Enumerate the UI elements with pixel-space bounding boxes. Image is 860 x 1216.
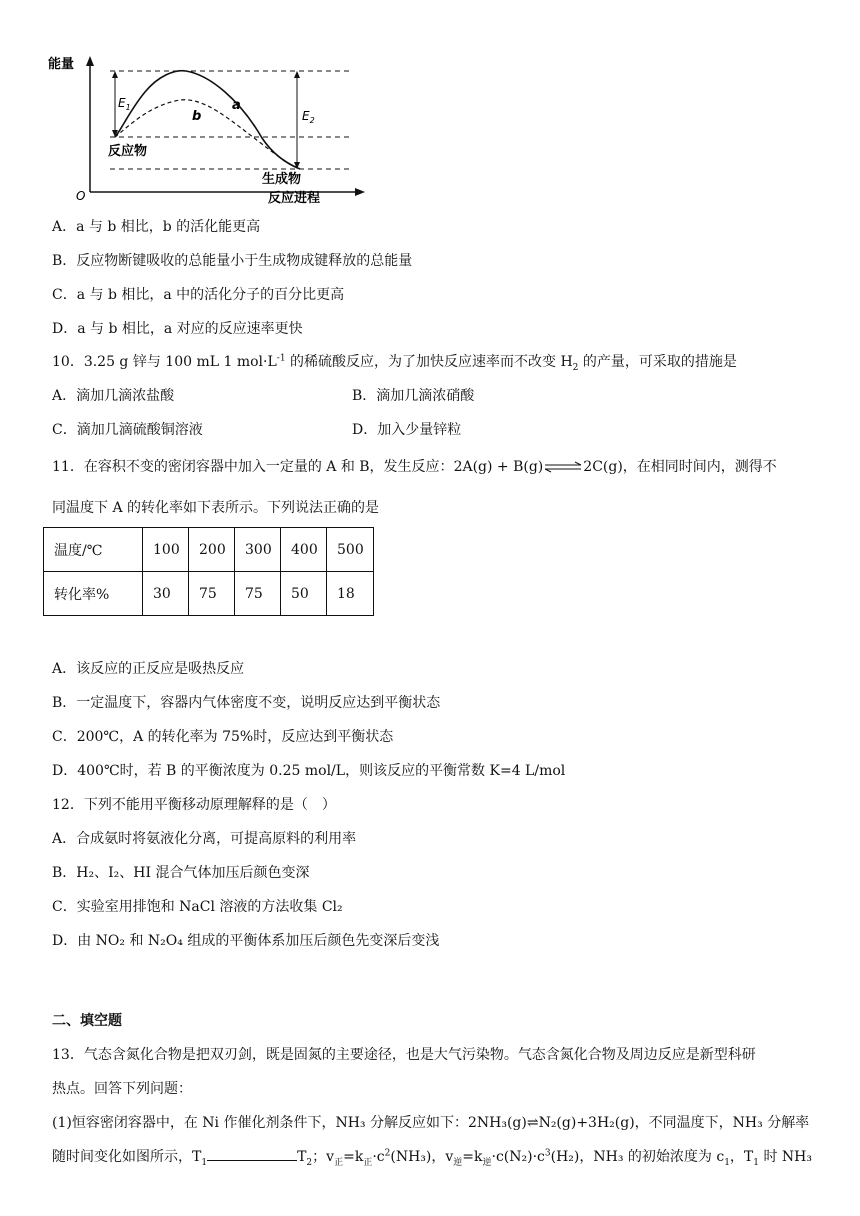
e1-label: $E_1$ (118, 96, 131, 112)
curve-b-label: b (192, 109, 202, 124)
table-row (44, 572, 374, 616)
q11-option-d: D．400℃时，若 B 的平衡浓度为 0.25 mol/L，则该反应的平衡常数 K=4 L/mol (52, 763, 566, 779)
q11-option-c: C．200℃，A 的转化率为 75%时，反应达到平衡状态 (52, 729, 394, 745)
q13-line1: 13．气态含氮化合物是把双刃剑，既是固氮的主要途径，也是大气污染物。气态含氮化合物及周边反应是新型科研 (52, 1047, 756, 1063)
q11-option-a: A．该反应的正反应是吸热反应 (52, 661, 245, 677)
table-row-label: 转化率% (44, 572, 143, 616)
table-cell: 75 (189, 572, 235, 616)
q10-option-c: C．滴加几滴硫酸铜溶液 (52, 422, 203, 438)
table-header-label: 温度/℃ (44, 528, 143, 572)
product-label: 生成物 (262, 172, 302, 187)
q10-option-d: D．加入少量锌粒 (352, 422, 462, 438)
table-cell: 50 (281, 572, 327, 616)
q9-option-c: C．a 与 b 相比，a 中的活化分子的百分比更高 (52, 287, 345, 303)
table-cell: 75 (235, 572, 281, 616)
origin-label: O (76, 189, 86, 203)
q9-option-b: B．反应物断键吸收的总能量小于生成物成键释放的总能量 (52, 253, 413, 269)
x-axis-label: 反应进程 (268, 191, 321, 206)
table-cell: 200 (189, 528, 235, 572)
table-cell: 18 (327, 572, 374, 616)
curve-a-label: a (232, 98, 241, 113)
section-title: 二、填空题 (52, 1013, 122, 1029)
q12-option-d: D．由 NO₂ 和 N₂O₄ 组成的平衡体系加压后颜色先变深后变浅 (52, 933, 440, 949)
q11-stem-line2: 同温度下 A 的转化率如下表所示。下列说法正确的是 (52, 500, 380, 516)
table-cell: 100 (143, 528, 189, 572)
q10-stem: 10．3.25 g 锌与 100 mL 1 $mol\cdot L^{-1}$ 的稀硫酸反应，为了加快反应速率而不改变 $H_2$ 的产量，可采取的措施是 (52, 353, 737, 373)
answer-blank[interactable] (207, 1148, 297, 1161)
q9-option-a: A．a 与 b 相比，b 的活化能更高 (52, 219, 261, 235)
reactant-label: 反应物 (108, 144, 148, 159)
q11-equation-left: 2A(g) + B(g) (453, 459, 544, 475)
q13-line4: 随时间变化如图所示，$T_1$ $T_2$；$v_正=k_正\cdot c^2(NH_3)$，$v_逆=k_逆\cdot c(N_2)\cdot c^3(H_2)$，NH₃ 的初始浓度为 $c_1$，$T_1$ 时 NH₃ (52, 1148, 812, 1168)
q12-stem: 12．下列不能用平衡移动原理解释的是（ ） (52, 797, 336, 813)
e2-label: $E_2$ (302, 109, 315, 125)
q9-option-d: D．a 与 b 相比，a 对应的反应速率更快 (52, 321, 303, 337)
q11-option-b: B．一定温度下，容器内气体密度不变，说明反应达到平衡状态 (52, 695, 441, 711)
q13-line3: (1)恒容密闭容器中，在 Ni 作催化剂条件下，NH₃ 分解反应如下：2NH₃(g)⇌N₂(g)+3H₂(g)，不同温度下，NH₃ 分解率 (52, 1115, 810, 1131)
x-axis-arrow (355, 188, 365, 196)
equilibrium-arrow-icon (544, 461, 582, 473)
table-row (44, 528, 374, 572)
q12-option-a: A．合成氨时将氨液化分离，可提高原料的利用率 (52, 831, 357, 847)
y-axis-label: 能量 (48, 57, 75, 72)
table-cell: 300 (235, 528, 281, 572)
conversion-table (43, 527, 374, 616)
q10-option-b: B．滴加几滴浓硝酸 (352, 388, 475, 404)
q11-equation-right: 2C(g) (583, 459, 623, 475)
q11-stem: 11．在容积不变的密闭容器中加入一定量的 A 和 B，发生反应：2A(g) + B(g) 2C(g)，在相同时间内，测得不 (52, 459, 777, 475)
q10-option-a: A．滴加几滴浓盐酸 (52, 388, 175, 404)
q12-option-c: C．实验室用排饱和 NaCl 溶液的方法收集 Cl₂ (52, 899, 343, 915)
y-axis-arrow (86, 56, 94, 66)
table-cell: 500 (327, 528, 374, 572)
table-cell: 30 (143, 572, 189, 616)
table-cell: 400 (281, 528, 327, 572)
q12-option-b: B．H₂、I₂、HI 混合气体加压后颜色变深 (52, 865, 310, 881)
q13-line2: 热点。回答下列问题： (52, 1081, 192, 1097)
